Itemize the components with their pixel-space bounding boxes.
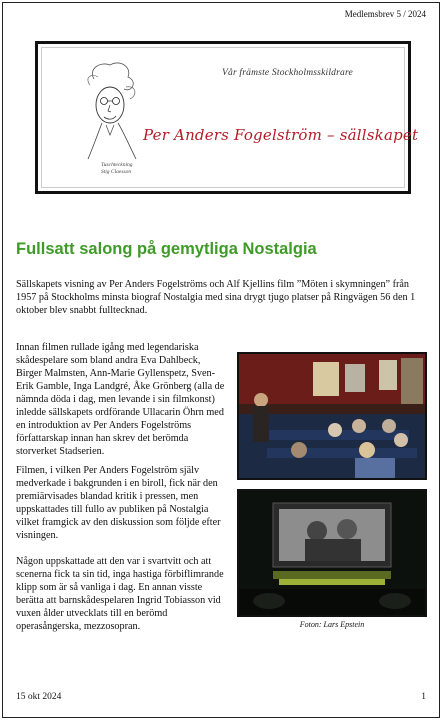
credit-line-2: Stig Claesson: [101, 169, 132, 175]
article-title: Fullsatt salong på gemytliga Nostalgia: [16, 240, 317, 258]
credit-line-1: Tuschteckning: [101, 162, 133, 168]
photo-caption: Foton: Lars Epstein: [299, 620, 365, 629]
cinema-photo-illustration: [239, 491, 425, 615]
audience-photo-illustration: [239, 354, 425, 478]
audience-photo: [237, 352, 427, 480]
illustration-credit: [101, 162, 132, 176]
cinema-screen-photo: [237, 489, 427, 617]
article-intro: Sällskapets visning av Per Anders Fogelströms och Alf Kjellins film ”Möten i skymningen” från 1957 på Stockholms minsta biograf Nostalgia med sina drygt tjugo platser på Ringvägen 56 den 1 oktober blev snabbt fulltecknad.: [16, 279, 416, 316]
masthead-banner: [35, 41, 419, 194]
article-paragraph-3: Någon uppskattade att den var i svartvitt och att scenerna fick ta sin tid, inga hastiga förbiflimrande klipp som är så vanliga i dag. En annan visste berätta att barnskådespelaren Ingrid Tobiasson vid vuxen ålder utvecklats till en berömd operasångerska, mezzosopran.: [16, 556, 224, 632]
society-name: Per Anders Fogelström – sällskapet: [143, 126, 419, 144]
issue-label: Medlemsbrev 5 / 2024: [344, 9, 426, 19]
article-paragraph-2: Filmen, i vilken Per Anders Fogelström själv medverkade i bakgrunden i en biroll, fick när den premiärvisades blandad kritik i pressen, men uppskattades till fullo av publiken på Nostalgia vilket framgick av den diskussion som följde efter visningen.: [16, 465, 221, 541]
portrait-sketch: [80, 59, 142, 167]
footer-date: 15 okt 2024: [16, 692, 62, 702]
banner-tagline: Vår främste Stockholmsskildrare: [222, 68, 353, 78]
page-number: 1: [421, 692, 426, 702]
article-paragraph-1: Innan filmen rullade igång med legendariska skådespelare som bland andra Eva Dahlbeck, Birger Malmsten, Ann-Marie Gyllenspetz, Sven-Erik Gamble, Inga Landgré, Åke Grönberg (alla de nämnda döda i dag, men levande i sin filmkonst) inledde sällskapets ordförande Ullacarin Öhrn med en introduktion av Per Anders Fogelströms författarskap innan han skrev det berömda storverket Stadserien.: [16, 342, 225, 457]
